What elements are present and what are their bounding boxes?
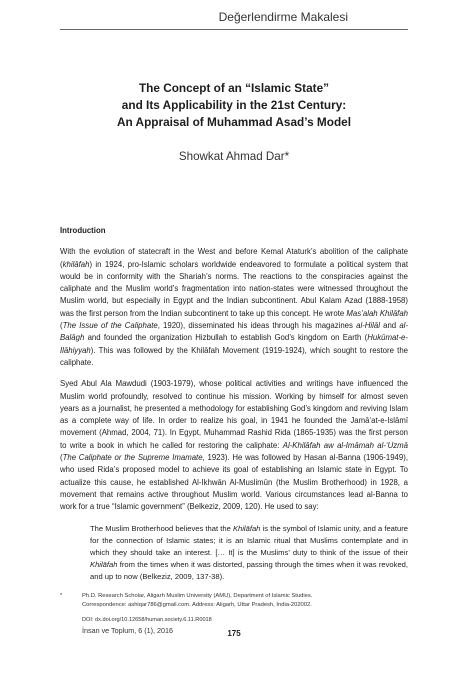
page-number: 175 — [227, 629, 241, 638]
title-line-1: The Concept of an “Islamic State” — [138, 81, 330, 95]
author-name: Showkat Ahmad Dar* — [178, 150, 290, 163]
article-body — [60, 225, 408, 583]
article-title — [60, 80, 408, 131]
block-quote: The Muslim Brotherhood believes that the Khilāfah is the symbol of Islamic unity, and a feature for the connection of Islamic states; it is an Islamic ritual that Muslims contemplate and in which they should take an interest. [… It] is the Muslims’ duty to think of the issue of their Khilāfah from the times when it was distorted, passing through the times when it was revoked, and up to now (Belkeziz, 2009, 137-38). — [90, 523, 408, 581]
header-rule — [60, 29, 408, 30]
section-label: Değerlendirme Makalesi — [218, 10, 348, 24]
section-heading-introduction: Introduction — [60, 226, 106, 235]
author-footnote — [60, 592, 408, 609]
paragraph-2: Syed Abul Ala Mawdudi (1903-1979), whose political activities and writings have influenced the Muslim world profoundly, resolved to continue his mission. Working by himself for almost seven years as a journalist, he presented a methodology for establishing God’s kingdom and reviving Islam as a complete way of life. In order to realize his goal, in 1941 he founded the Jamā‘at-e-Islāmī movement (Ahmad, 2004, 71). In Egypt, Muhammad Rashid Rida (1865-1935) was the first person to write a book in which he called for restoring the caliphate: Al-Khilāfah aw al-Imāmah al-‘Uzmā (The Caliphate or the Supreme Imamate, 1923). He was followed by Hasan al-Banna (1906-1949), who used Rida’s proposed model to achieve its goal of establishing an Islamic state in Egypt. To actualize this cause, he established Al-Ikhwān Al-Muslimūn (the Muslim Brotherhood) in 1928, a movement that remains active throughout Muslim world. Various circumstances lead al-Banna to work for a true “Islamic government” (Belkeziz, 2009, 120). He used to say: — [60, 379, 408, 512]
journal-citation: İnsan ve Toplum, 6 (1), 2016 — [82, 626, 173, 635]
footnote-marker: * — [60, 593, 63, 599]
footnote-affiliation: Ph.D. Research Scholar, Aligarh Muslim University (AMU), Department of Islamic Studies. — [82, 593, 313, 599]
footnote-correspondence: Correspondence: ashiqar786@gmail.com. Address: Aligarh, Uttar Pradesh, India-202002. — [82, 601, 312, 608]
paragraph-1: With the evolution of statecraft in the West and before Kemal Ataturk’s abolition of the caliphate (khilāfah) in 1924, pro-Islamic scholars worldwide endeavored to formulate a political system that would be in conformity with the Shariah’s norms. The reactions to the conspiracies against the caliphate and the Muslim world’s fragmentation into nation-states were witnessed throughout the Muslim world, but especially in Egypt and the Indian subcontinent. Abul Kalam Azad (1888-1958) was the first person from the Indian subcontinent to take up this concept. He wrote Mas’alah Khilāfah (The Issue of the Caliphate, 1920), disseminated his ideas through his magazines al-Hilāl and al-Balāgh and founded the organization Hizbullah to establish God’s kingdom on Earth (Hukūmat-e-Ilāhiyyah). This was followed by the Khilāfah Movement (1919-1924), which sought to restore the caliphate. — [60, 247, 408, 367]
title-line-3: An Appraisal of Muhammad Asad’s Model — [116, 115, 351, 129]
title-line-2: and Its Applicability in the 21st Century: — [121, 98, 347, 112]
doi-link[interactable]: DOI: dx.doi.org/10.12658/human.society.6.11.R0018 — [82, 617, 212, 623]
